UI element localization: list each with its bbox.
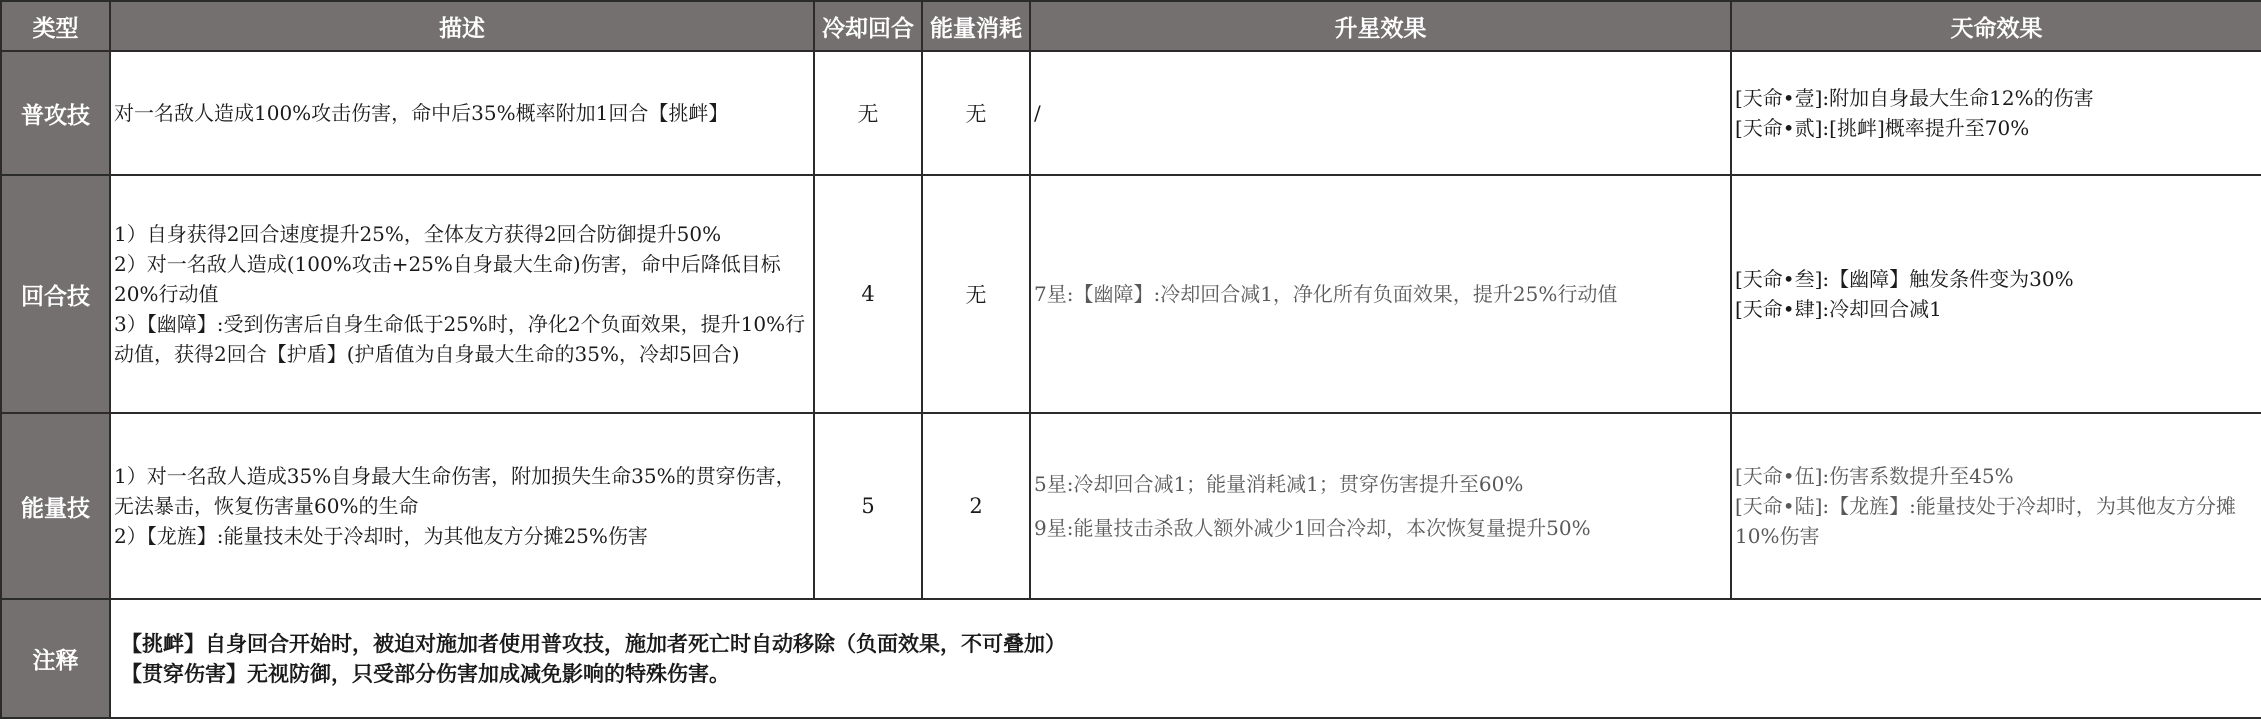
row-desc: [110, 51, 814, 175]
desc-line: 2）对一名敌人造成(100%攻击+25%自身最大生命)伤害，命中后降低目标20%行动值: [114, 252, 781, 306]
row-star: [1030, 51, 1731, 175]
row-destiny: [1731, 413, 2261, 599]
row-destiny: [1731, 51, 2261, 175]
destiny-line: [天命•壹]:附加自身最大生命12%的伤害: [1735, 86, 2094, 110]
star-line: /: [1034, 101, 1041, 125]
row-cooldown: 无: [814, 51, 922, 175]
table-row: [1, 51, 2261, 175]
header-destiny: 天命效果: [1731, 1, 2261, 51]
note-line: 【挑衅】自身回合开始时，被迫对施加者使用普攻技，施加者死亡时自动移除（负面效果，不可叠加）: [121, 630, 1066, 656]
table-row: [1, 413, 2261, 599]
row-energy: 无: [922, 51, 1030, 175]
row-energy: 无: [922, 175, 1030, 413]
row-destiny: [1731, 175, 2261, 413]
destiny-line: [天命•陆]:【龙旌】:能量技处于冷却时，为其他友方分摊10%伤害: [1735, 494, 2236, 548]
row-desc: [110, 413, 814, 599]
notes-content: [110, 599, 2261, 718]
row-energy: 2: [922, 413, 1030, 599]
table-row: [1, 175, 2261, 413]
row-cooldown: 4: [814, 175, 922, 413]
row-type: 回合技: [1, 175, 110, 413]
desc-line: 1）对一名敌人造成35%自身最大生命伤害，附加损失生命35%的贯穿伤害，无法暴击，恢复伤害量60%的生命: [114, 464, 796, 518]
header-star: 升星效果: [1030, 1, 1731, 51]
destiny-line: [天命•贰]:[挑衅]概率提升至70%: [1735, 116, 2030, 140]
header-type: 类型: [1, 1, 110, 51]
header-energy: 能量消耗: [922, 1, 1030, 51]
notes-row: [1, 599, 2261, 718]
row-star: [1030, 175, 1731, 413]
desc-line: 2）【龙旌】:能量技未处于冷却时，为其他友方分摊25%伤害: [114, 524, 648, 548]
desc-line: 1）自身获得2回合速度提升25%，全体友方获得2回合防御提升50%: [114, 222, 722, 246]
notes-label: 注释: [1, 599, 110, 718]
header-desc: 描述: [110, 1, 814, 51]
header-cooldown: 冷却回合: [814, 1, 922, 51]
note-line: 【贯穿伤害】无视防御，只受部分伤害加成减免影响的特殊伤害。: [121, 660, 730, 686]
destiny-line: [天命•叁]:【幽障】触发条件变为30%: [1735, 267, 2074, 291]
star-line: 7星:【幽障】:冷却回合减1，净化所有负面效果，提升25%行动值: [1034, 282, 1618, 306]
row-type: 能量技: [1, 413, 110, 599]
row-cooldown: 5: [814, 413, 922, 599]
row-desc: [110, 175, 814, 413]
destiny-line: [天命•伍]:伤害系数提升至45%: [1735, 464, 2014, 488]
header-row: [1, 1, 2261, 51]
destiny-line: [天命•肆]:冷却回合减1: [1735, 297, 1942, 321]
row-type: 普攻技: [1, 51, 110, 175]
star-line: 9星:能量技击杀敌人额外减少1回合冷却，本次恢复量提升50%: [1034, 516, 1591, 540]
desc-line: 对一名敌人造成100%攻击伤害，命中后35%概率附加1回合【挑衅】: [114, 101, 729, 125]
desc-line: 3）【幽障】:受到伤害后自身生命低于25%时，净化2个负面效果，提升10%行动值，获得2回合【护盾】(护盾值为自身最大生命的35%，冷却5回合): [114, 312, 806, 366]
row-star: [1030, 413, 1731, 599]
line-gap: [1034, 499, 1724, 513]
star-line: 5星:冷却回合减1；能量消耗减1；贯穿伤害提升至60%: [1034, 472, 1524, 496]
